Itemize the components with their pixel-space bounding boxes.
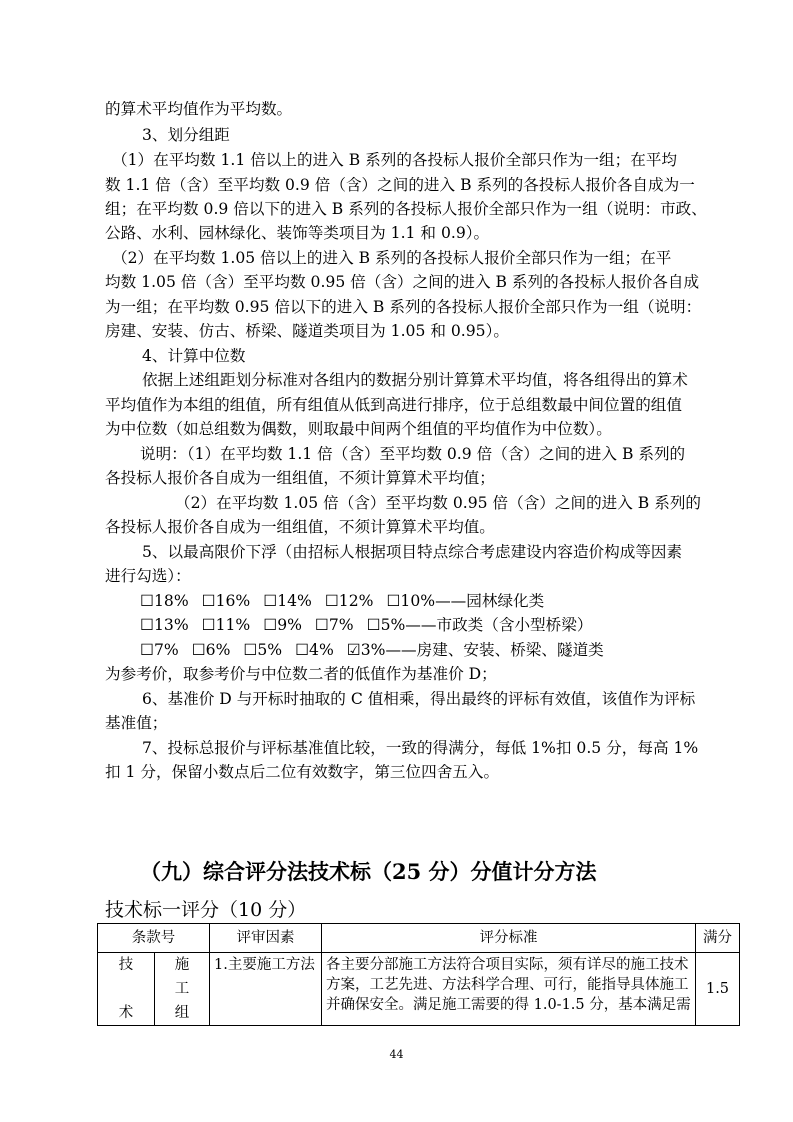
- text-line: 依据上述组距划分标准对各组内的数据分别计算算术平均值，将各组得出的算术: [142, 371, 688, 389]
- checkbox-option[interactable]: ☐18%: [140, 592, 189, 610]
- note-line: 说明：（1）在平均数 1.1 倍（含）至平均数 0.9 倍（含）之间的进入 B 系列的: [140, 445, 686, 463]
- checkbox-option[interactable]: ☐5%: [243, 641, 283, 659]
- text-line: （1）在平均数 1.1 倍以上的进入 B 系列的各投标人报价全部只作为一组；在平均: [112, 151, 678, 169]
- checkbox-option[interactable]: ☐12%: [324, 592, 374, 610]
- heading-4: 4、计算中位数: [142, 347, 246, 365]
- checkbox-option-checked[interactable]: ☑3%——房建、安装、桥梁、隧道类: [346, 641, 604, 659]
- text-line: 平均值作为本组的组值，所有组值从低到高进行排序，位于总组数最中间位置的组值: [105, 396, 682, 414]
- text-line: 房建、安装、仿古、桥梁、隧道类项目为 1.05 和 0.95）。: [105, 322, 509, 340]
- text-line: （2）在平均数 1.05 倍以上的进入 B 系列的各投标人报价全部只作为一组；在平: [112, 249, 672, 267]
- header-factor: 评审因素: [210, 924, 322, 953]
- subcategory-cell: 施 工 组: [155, 953, 210, 1026]
- section-title: （九）综合评分法技术标（25 分）分值计分方法: [140, 859, 597, 884]
- header-clause-no: 条款号: [98, 924, 210, 953]
- criteria-cell: 各主要分部施工方法符合项目实际，须有详尽的施工技术方案，工艺先进、方法科学合理、可行，能指导具体施工并确保安全。满足施工需要的得 1.0-1.5 分，基本满足需: [322, 953, 696, 1026]
- heading-5: 5、以最高限价下浮（由招标人根据项目特点综合考虑建设内容造价构成等因素: [142, 543, 683, 561]
- text-line: 公路、水利、园林绿化、装饰等类项目为 1.1 和 0.9）。: [105, 224, 490, 242]
- checkbox-option[interactable]: ☐11%: [201, 616, 251, 634]
- note-line: 各投标人报价各自成为一组组值，不须计算算术平均值；: [105, 469, 495, 487]
- text-line: 扣 1 分，保留小数点后二位有效数字，第三位四舍五入。: [105, 763, 500, 781]
- table-header-row: [98, 924, 740, 953]
- heading-3: 3、划分组距: [142, 126, 230, 144]
- text-line: 为参考价，取参考价与中位数二者的低值作为基准价 D；: [105, 665, 497, 683]
- text-line: 为一组；在平均数 0.95 倍以下的进入 B 系列的各投标人报价全部只作为一组（说明：: [105, 298, 702, 316]
- checkbox-row: [140, 615, 600, 635]
- checkbox-option[interactable]: ☐16%: [201, 592, 251, 610]
- checkbox-row: [140, 591, 552, 611]
- note-line: 各投标人报价各自成为一组组值，不须计算算术平均值。: [105, 518, 495, 536]
- checkbox-option[interactable]: ☐4%: [295, 641, 334, 659]
- text-line: 基准值；: [105, 714, 168, 732]
- checkbox-option[interactable]: ☐9%: [263, 616, 302, 634]
- text-line: 进行勾选）：: [105, 567, 191, 585]
- page-number: 44: [389, 1048, 404, 1061]
- subsection-title: 技术标一评分（10 分）: [105, 899, 307, 921]
- header-criteria: 评分标准: [322, 924, 696, 953]
- checkbox-option[interactable]: ☐6%: [191, 641, 231, 659]
- header-full-score: 满分: [696, 924, 740, 953]
- score-cell: 1.5: [696, 953, 740, 1026]
- checkbox-option[interactable]: ☐10%——园林绿化类: [386, 592, 545, 610]
- checkbox-row: [140, 640, 612, 660]
- scoring-table: [97, 923, 740, 1026]
- text-line: 均数 1.05 倍（含）至平均数 0.95 倍（含）之间的进入 B 系列的各投标人报价各自成: [105, 273, 700, 291]
- checkbox-option[interactable]: ☐5%——市政类（含小型桥梁）: [366, 616, 593, 634]
- text-line: 6、基准价 D 与开标时抽取的 C 值相乘，得出最终的评标有效值，该值作为评标: [142, 690, 696, 708]
- text-line: 7、投标总报价与评标基准值比较，一致的得满分，每低 1%扣 0.5 分，每高 1%: [142, 739, 699, 757]
- table-row: [98, 953, 740, 1026]
- factor-cell: 1.主要施工方法: [210, 953, 322, 1026]
- checkbox-option[interactable]: ☐13%: [140, 616, 189, 634]
- category-cell: 技 术: [98, 953, 155, 1026]
- text-line: 组；在平均数 0.9 倍以下的进入 B 系列的各投标人报价全部只作为一组（说明：市政、: [105, 200, 707, 218]
- checkbox-option[interactable]: ☐14%: [263, 592, 312, 610]
- text-line: 数 1.1 倍（含）至平均数 0.9 倍（含）之间的进入 B 系列的各投标人报价各自成为一: [105, 176, 695, 194]
- text-line: 为中位数（如总组数为偶数，则取最中间两个组值的平均值作为中位数）。: [105, 420, 612, 438]
- note-line: （2）在平均数 1.05 倍（含）至平均数 0.95 倍（含）之间的进入 B 系列的: [175, 494, 702, 512]
- checkbox-option[interactable]: ☐7%: [140, 641, 179, 659]
- checkbox-option[interactable]: ☐7%: [314, 616, 354, 634]
- text-line: 的算术平均值作为平均数。: [105, 100, 293, 118]
